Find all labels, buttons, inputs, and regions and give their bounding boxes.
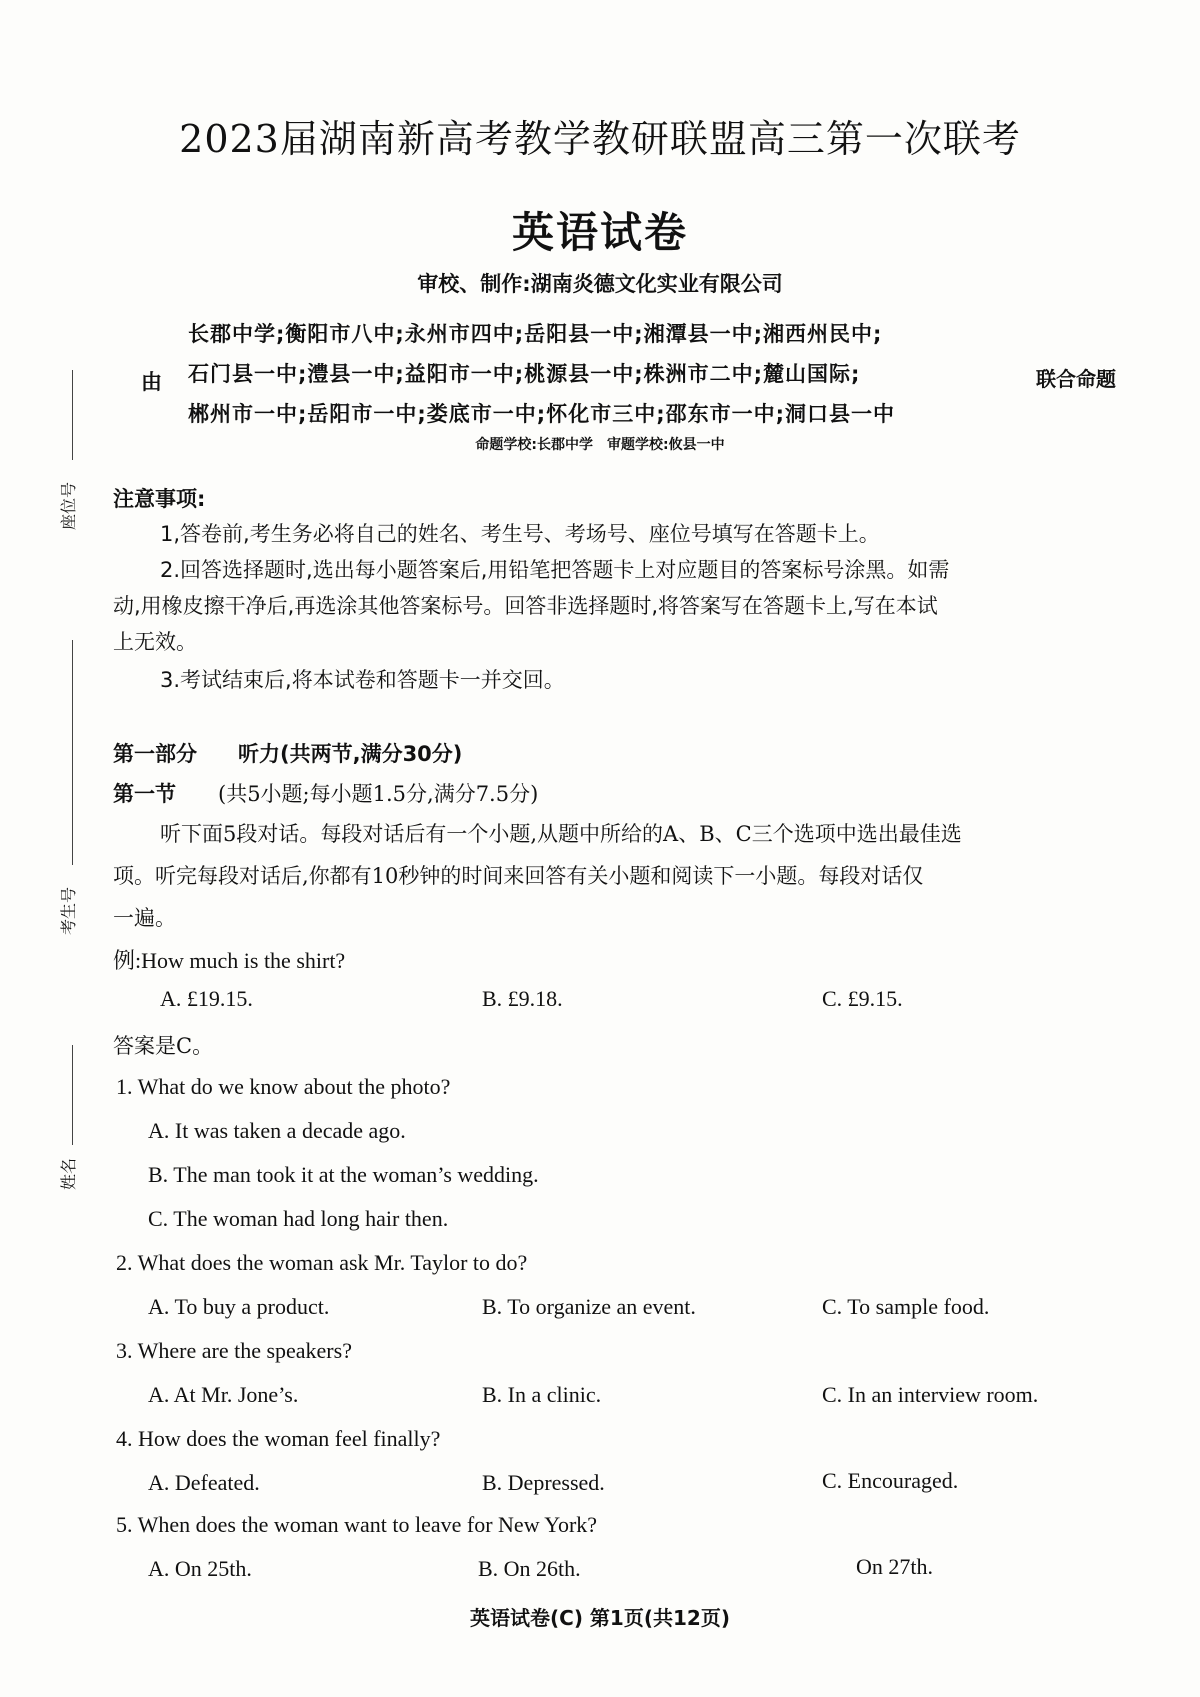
question-3-option-b: B. In a clinic. [482, 1382, 602, 1407]
question-2-option-c: C. To sample food. [822, 1294, 990, 1319]
notes-heading: 注意事项: [113, 487, 206, 511]
question-4: 4. How does the woman feel finally? [116, 1426, 441, 1451]
example-option-a: A. £19.15. [160, 986, 253, 1011]
question-5: 5. When does the woman want to leave for New York? [116, 1512, 598, 1537]
example-answer: 答案是C。 [113, 1034, 214, 1058]
question-3-option-c: C. In an interview room. [822, 1382, 1039, 1407]
schools-role: 命题学校:长郡中学 审题学校:攸县一中 [475, 437, 725, 453]
section1-label: 第一节 [113, 782, 176, 806]
question-5-option-b: B. On 26th. [478, 1556, 581, 1581]
example-option-c: C. £9.15. [822, 986, 903, 1011]
name-line [72, 1045, 73, 1145]
notes-item-2-line-3: 上无效。 [113, 630, 197, 654]
question-2-option-a: A. To buy a product. [148, 1294, 330, 1319]
schools-line-3: 郴州市一中;岳阳市一中;娄底市一中;怀化市三中;邵东市一中;洞口县一中 [188, 402, 895, 426]
page-footer: 英语试卷(C) 第1页(共12页) [470, 1606, 730, 1630]
example-option-b: B. £9.18. [482, 986, 563, 1011]
section1-info: (共5小题;每小题1.5分,满分7.5分) [218, 782, 539, 806]
question-3: 3. Where are the speakers? [116, 1338, 352, 1363]
part1-label: 第一部分 [113, 742, 197, 766]
question-1: 1. What do we know about the photo? [116, 1074, 451, 1099]
question-1-option-b: B. The man took it at the woman’s wedding. [148, 1162, 539, 1187]
notes-item-3: 3.考试结束后,将本试卷和答题卡一并交回。 [160, 668, 565, 692]
notes-item-1: 1,答卷前,考生务必将自己的姓名、考生号、考场号、座位号填写在答题卡上。 [160, 522, 880, 546]
instructions-line-3: 一遍。 [113, 906, 176, 930]
question-5-option-a: A. On 25th. [148, 1556, 252, 1581]
schools-prefix: 由 [141, 370, 162, 394]
notes-item-2-line-1: 2.回答选择题时,选出每小题答案后,用铅笔把答题卡上对应题目的答案标号涂黑。如需 [160, 558, 950, 582]
part1-title: 听力(共两节,满分30分) [238, 742, 463, 766]
schools-line-2: 石门县一中;澧县一中;益阳市一中;桃源县一中;株洲市二中;麓山国际; [188, 362, 861, 386]
exam-no-line [72, 640, 73, 865]
question-4-option-b: B. Depressed. [482, 1470, 605, 1495]
exam-title: 2023届湖南新高考教学教研联盟高三第一次联考 [179, 117, 1021, 161]
example-question: 例:How much is the shirt? [113, 948, 346, 973]
question-4-option-a: A. Defeated. [148, 1470, 260, 1495]
seat-label: 座位号 [59, 481, 78, 530]
question-2: 2. What does the woman ask Mr. Taylor to do? [116, 1250, 528, 1275]
name-label: 姓名 [59, 1157, 78, 1190]
schools-suffix: 联合命题 [1036, 367, 1116, 391]
instructions-line-1: 听下面5段对话。每段对话后有一个小题,从题中所给的A、B、C三个选项中选出最佳选 [160, 822, 962, 846]
notes-item-2-line-2: 动,用橡皮擦干净后,再选涂其他答案标号。回答非选择题时,将答案写在答题卡上,写在本试 [113, 594, 938, 618]
question-1-option-c: C. The woman had long hair then. [148, 1206, 449, 1231]
instructions-line-2: 项。听完每段对话后,你都有10秒钟的时间来回答有关小题和阅读下一小题。每段对话仅 [113, 864, 924, 888]
schools-line-1: 长郡中学;衡阳市八中;永州市四中;岳阳县一中;湘潭县一中;湘西州民中; [188, 322, 883, 346]
subject-title: 英语试卷 [511, 208, 688, 257]
question-4-option-c: C. Encouraged. [822, 1468, 959, 1493]
producer-line: 审校、制作:湖南炎德文化实业有限公司 [417, 272, 783, 296]
exam-no-label: 考生号 [59, 886, 78, 935]
question-3-option-a: A. At Mr. Jone’s. [148, 1382, 299, 1407]
question-5-option-c: On 27th. [856, 1554, 933, 1579]
question-1-option-a: A. It was taken a decade ago. [148, 1118, 406, 1143]
question-2-option-b: B. To organize an event. [482, 1294, 696, 1319]
